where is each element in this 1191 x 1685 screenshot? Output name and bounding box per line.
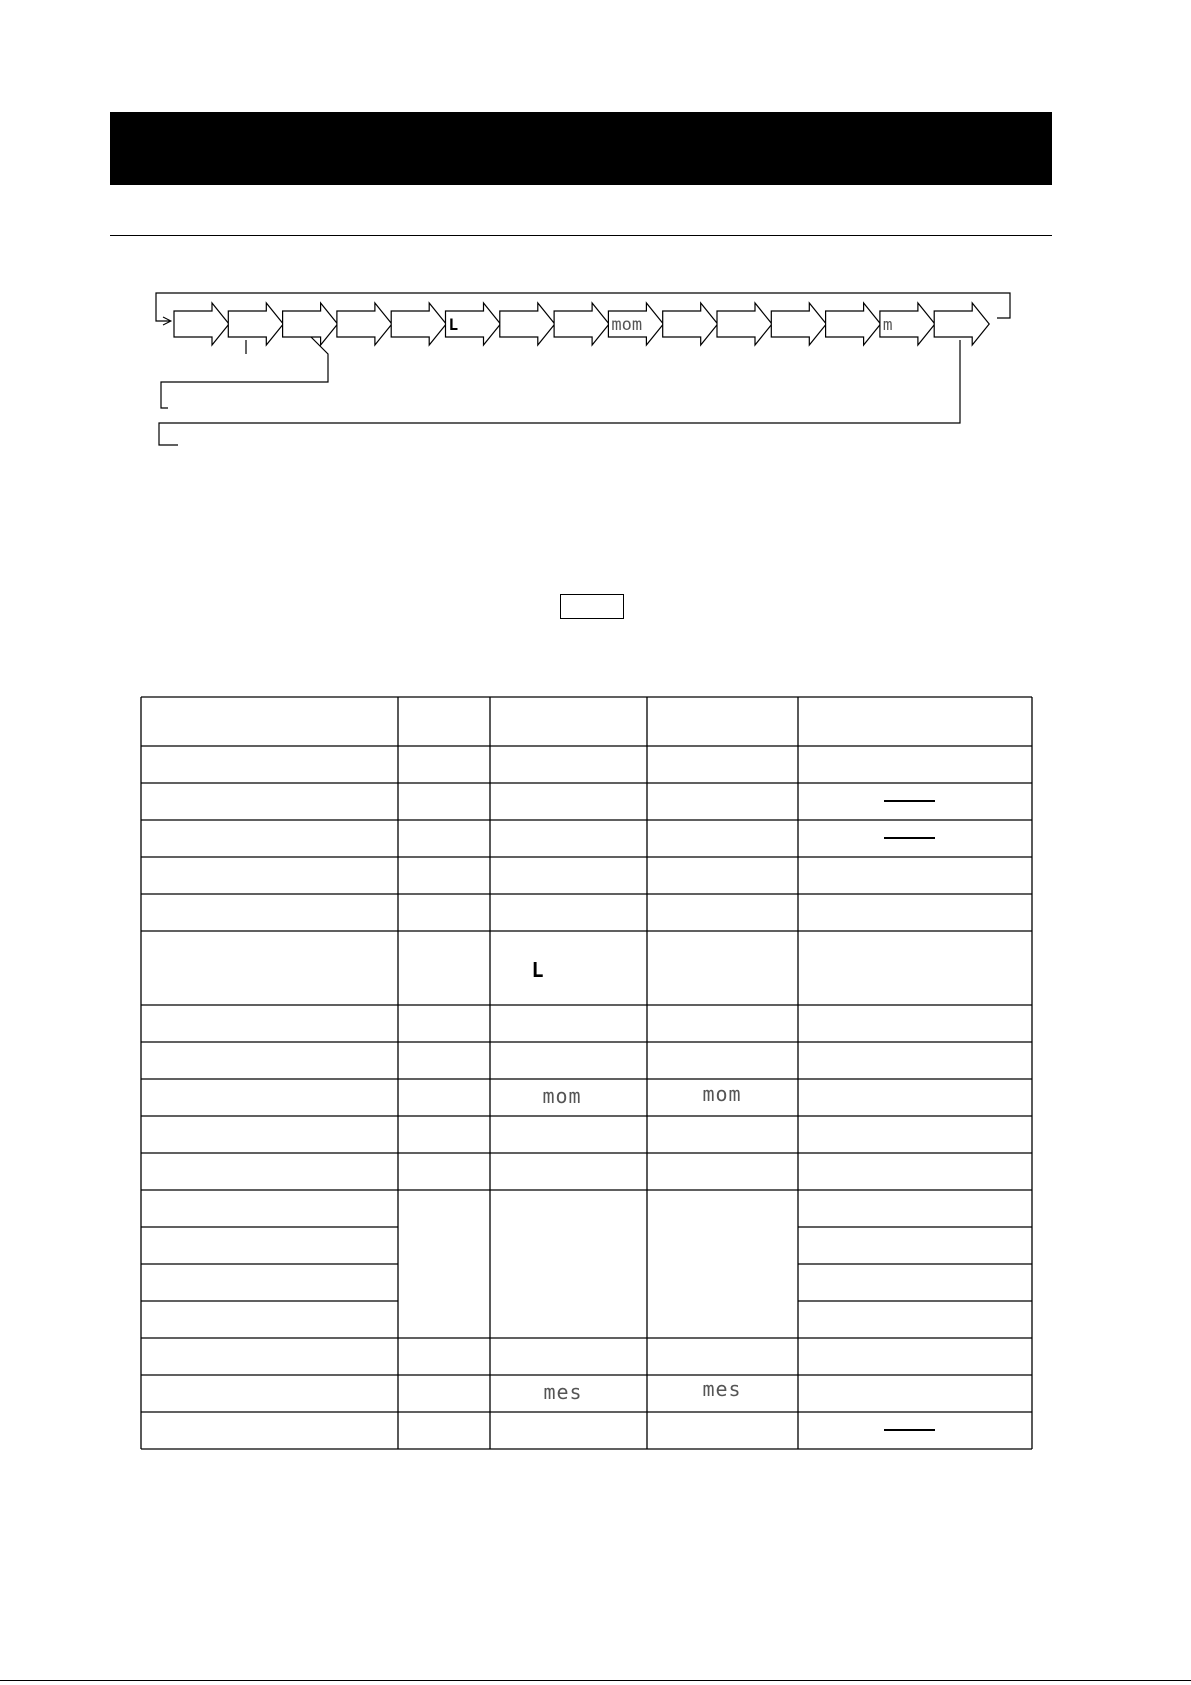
- table-cell-glyph: mom: [542, 1084, 582, 1108]
- bottom-rule: [0, 1680, 1191, 1681]
- table-cell-glyph: mom: [702, 1082, 742, 1106]
- table-cell-glyph: mes: [702, 1377, 742, 1401]
- flow-arrow-glyph: m: [882, 315, 893, 334]
- flow-arrow-glyph: mom: [611, 315, 643, 335]
- table-cell-glyph: mes: [543, 1380, 583, 1404]
- table-cell-glyph: L: [531, 958, 545, 982]
- flow-arrow-glyph: L: [448, 315, 459, 334]
